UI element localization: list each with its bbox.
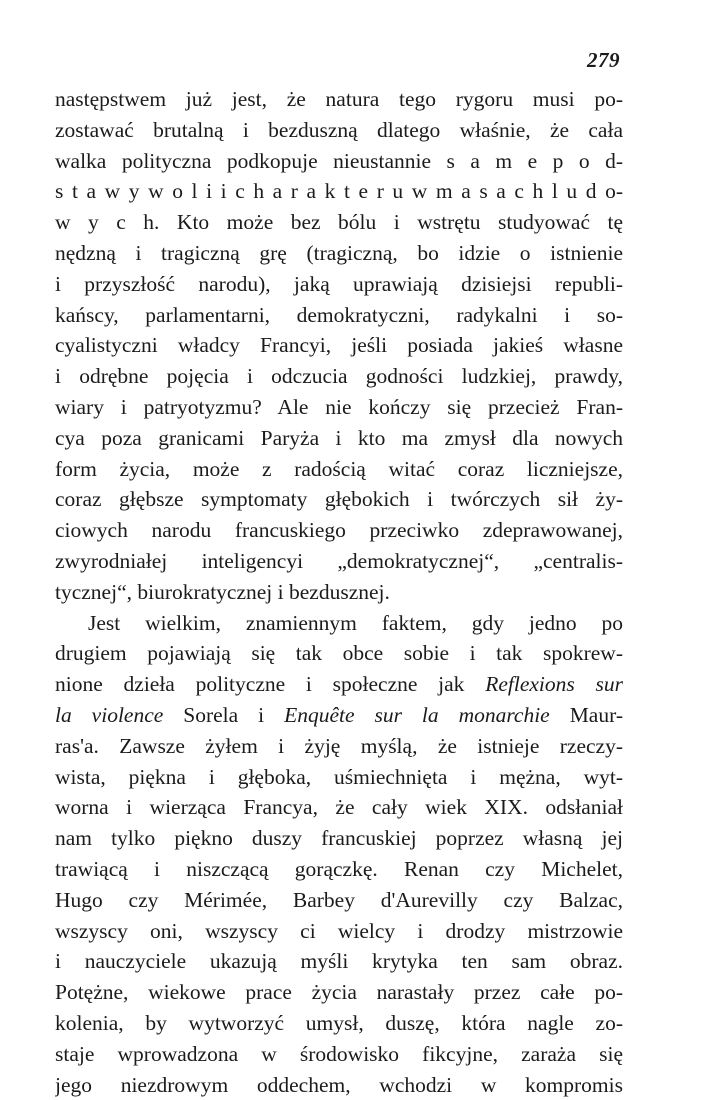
text-line: form życia, może z radością witać coraz liczniejsze, [55,454,623,485]
book-title-italic: Enquête sur la monarchie [284,703,550,727]
book-title-italic: Reflexions sur [485,672,623,696]
text-line: Hugo czy Mérimée, Barbey d'Aurevilly czy Balzac, [55,885,623,916]
text-line: cya poza granicami Paryża i kto ma zmysł dla nowych [55,423,623,454]
body-text [55,84,623,1100]
text-line: Potężne, wiekowe prace życia narastały przez całe po- [55,977,623,1008]
text-line: ciowych narodu francuskiego przeciwko zdeprawowanej, [55,515,623,546]
text-line: i odrębne pojęcia i odczucia godności ludzkiej, prawdy, [55,361,623,392]
text-line: nędzną i tragiczną grę (tragiczną, bo idzie o istnienie [55,238,623,269]
text-line: w y c h. Kto może bez bólu i wstrętu studyować tę [55,207,623,238]
text-line: cyalistyczni władcy Francyi, jeśli posiada jakieś własne [55,330,623,361]
text-line: i przyszłość narodu), jaką uprawiają dzisiejsi republi- [55,269,623,300]
text-line: nam tylko piękno duszy francuskiej poprzez własną jej [55,823,623,854]
paragraph-last-line: tycznej“, biurokratycznej i bezdusznej. [55,577,623,608]
text-line: wiary i patryotyzmu? Ale nie kończy się przecież Fran- [55,392,623,423]
text-line: zwyrodniałej inteligencyi „demokratycznej“, „centralis- [55,546,623,577]
text-line: walka polityczna podkopuje nieustannie s a m e p o d- [55,146,623,177]
book-title-italic: la violence [55,703,163,727]
text-line: następstwem już jest, że natura tego rygoru musi po- [55,84,623,115]
text-line: drugiem pojawiają się tak obce sobie i tak spokrew- [55,638,623,669]
text-line: wszyscy oni, wszyscy ci wielcy i drodzy mistrzowie [55,916,623,947]
text-line: i nauczyciele ukazują myśli krytyka ten sam obraz. [55,946,623,977]
text-line: kańscy, parlamentarni, demokratyczni, radykalni i so- [55,300,623,331]
text-line: wista, piękna i głęboka, uśmiechnięta i mężna, wyt- [55,762,623,793]
text-line: staje wprowadzona w środowisko fikcyjne, zaraża się [55,1039,623,1070]
page-number: 279 [587,48,620,73]
text-line: jego niezdrowym oddechem, wchodzi w kompromis [55,1070,623,1100]
text-line: zostawać brutalną i bezduszną dlatego właśnie, że cała [55,115,623,146]
text-line: trawiącą i niszczącą gorączkę. Renan czy Michelet, [55,854,623,885]
text-line: worna i wierząca Francya, że cały wiek XIX. odsłaniał [55,792,623,823]
paragraph-first-line: Jest wielkim, znamiennym faktem, gdy jedno po [55,608,623,639]
text-line: ras'a. Zawsze żyłem i żyję myślą, że istnieje rzeczy- [55,731,623,762]
text-line: la violence Sorela i Enquête sur la monarchie Maur- [55,700,623,731]
text-line: nione dzieła polityczne i społeczne jak Reflexions sur [55,669,623,700]
text-line: s t a w y w o l i i c h a r a k t e r u w m a s a c h l u d o- [55,176,623,207]
text-line: coraz głębsze symptomaty głębokich i twórczych sił ży- [55,484,623,515]
text-line: kolenia, by wytworzyć umysł, duszę, która nagle zo- [55,1008,623,1039]
